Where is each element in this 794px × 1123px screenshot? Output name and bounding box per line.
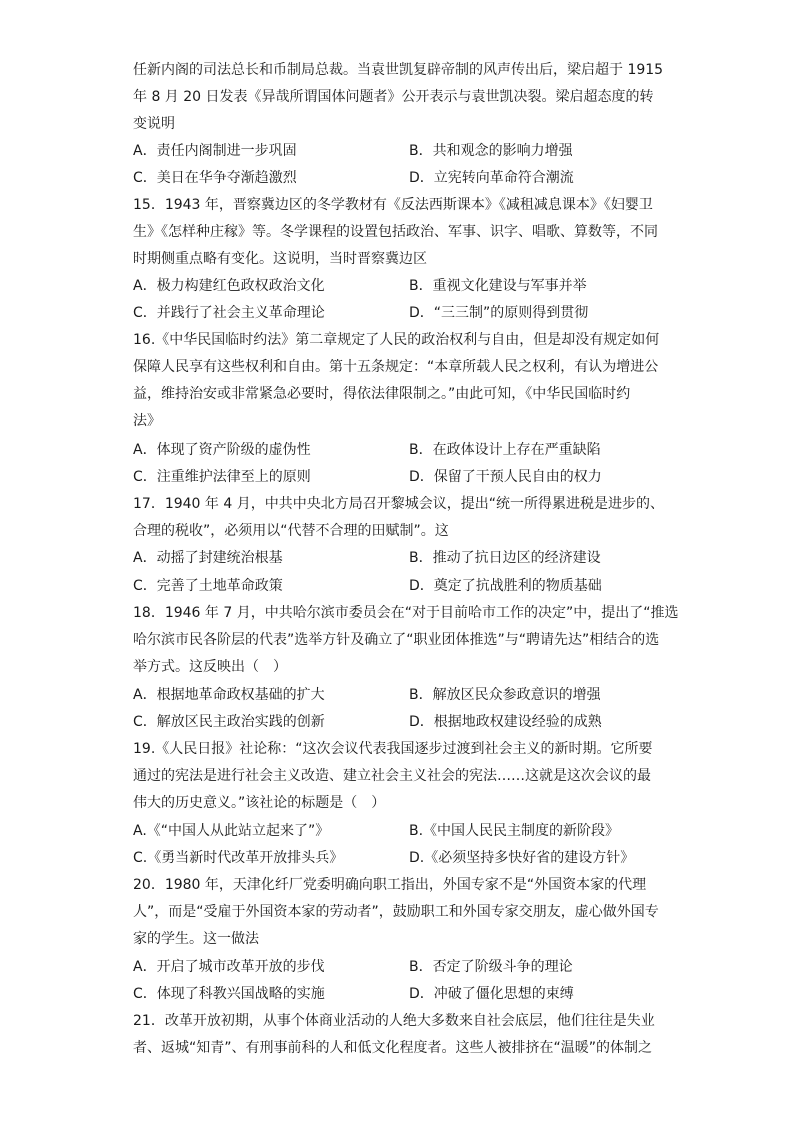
question-19-line: 19.《人民日报》社论称：“这次会议代表我国逐步过渡到社会主义的新时期。它所要 [133, 741, 653, 757]
option-b: B．解放区民众参政意识的增强 [409, 687, 601, 703]
question-17-line: 合理的税收”，必须用以“代替不合理的田赋制”。这 [133, 523, 449, 539]
question-15-line: 15．1943 年，晋察冀边区的冬学教材有《反法西斯课本》《减租减息课本》《妇婴卫 [133, 197, 653, 213]
option-b: B．在政体设计上存在严重缺陷 [409, 442, 601, 458]
option-a: A．责任内阁制进一步巩固 [133, 143, 297, 159]
question-20-line: 20．1980 年，天津化纤厂党委明确向职工指出，外国专家不是“外国资本家的代理 [133, 877, 647, 893]
question-18-line: 18．1946 年 7 月，中共哈尔滨市委员会在“对于目前哈市工作的决定”中，提出了“推选 [133, 605, 679, 621]
option-b: B．推动了抗日边区的经济建设 [409, 550, 601, 566]
option-a: A.《“中国人从此站立起来了”》 [133, 823, 330, 839]
option-b: B．否定了阶级斗争的理论 [409, 959, 573, 975]
option-d: D.《必须坚持多快好省的建设方针》 [409, 850, 635, 866]
question-18-line: 哈尔滨市民各阶层的代表”选举方针及确立了“职业团体推选”与“聘请先达”相结合的选 [133, 632, 660, 648]
option-a: A．极力构建红色政权政治文化 [133, 278, 325, 294]
option-d: D．根据地政权建设经验的成熟 [409, 714, 602, 730]
option-b: B.《中国人民民主制度的新阶段》 [409, 823, 620, 839]
option-c: C.《勇当新时代改革开放排头兵》 [133, 850, 344, 866]
option-a: A．动摇了封建统治根基 [133, 550, 283, 566]
option-d: D．“三三制”的原则得到贯彻 [409, 305, 589, 321]
option-c: C．解放区民主政治实践的创新 [133, 714, 325, 730]
question-19-line: 通过的宪法是进行社会主义改造、建立社会主义社会的宪法……这就是这次会议的最 [133, 768, 651, 784]
option-c: C．完善了土地革命政策 [133, 578, 283, 594]
question-15-line: 生》《怎样种庄稼》等。冬学课程的设置包括政治、军事、识字、唱歌、算数等，不同 [133, 224, 658, 240]
option-c: C．注重维护法律至上的原则 [133, 469, 311, 485]
option-d: D．立宪转向革命符合潮流 [409, 170, 574, 186]
option-b: B．重视文化建设与军事并举 [409, 278, 587, 294]
option-d: D．冲破了僵化思想的束缚 [409, 986, 574, 1002]
question-20-line: 人”，而是“受雇于外国资本家的劳动者”，鼓励职工和外国专家交朋友，虚心做外国专 [133, 904, 659, 920]
question-16-line: 法》 [133, 413, 161, 429]
question-16-line: 保障人民享有这些权利和自由。第十五条规定：“本章所载人民之权利，有认为增进公 [133, 359, 659, 375]
option-d: D．保留了干预人民自由的权力 [409, 469, 602, 485]
question-18-line: 举方式。这反映出（ ） [133, 659, 287, 675]
question-21-line: 21．改革开放初期，从事个体商业活动的人绝大多数来自社会底层，他们往往是失业 [133, 1013, 655, 1029]
option-c: C．美日在华争夺渐趋激烈 [133, 170, 297, 186]
question-text-line: 变说明 [133, 116, 175, 132]
option-d: D．奠定了抗战胜利的物质基础 [409, 578, 602, 594]
option-b: B．共和观念的影响力增强 [409, 143, 573, 159]
question-15-line: 时期侧重点略有变化。这说明，当时晋察冀边区 [133, 251, 427, 267]
option-a: A．开启了城市改革开放的步伐 [133, 959, 325, 975]
question-16-line: 16.《中华民国临时约法》第二章规定了人民的政治权利与自由，但是却没有规定如何 [133, 332, 660, 348]
option-c: C．并践行了社会主义革命理论 [133, 305, 325, 321]
question-20-line: 家的学生。这一做法 [133, 931, 259, 947]
question-21-line: 者、返城“知青”、有刑事前科的人和低文化程度者。这些人被排挤在“温暖”的体制之 [133, 1040, 653, 1056]
question-text-line: 任新内阁的司法总长和币制局总裁。当袁世凯复辟帝制的风声传出后，梁启超于 1915 [133, 62, 664, 78]
question-text-line: 年 8 月 20 日发表《异哉所谓国体问题者》公开表示与袁世凯决裂。梁启超态度的转 [133, 89, 654, 105]
question-17-line: 17．1940 年 4 月，中共中央北方局召开黎城会议，提出“统一所得累进税是进步的、 [133, 496, 664, 512]
question-16-line: 益，维持治安或非常紧急必要时，得依法律限制之。”由此可知，《中华民国临时约 [133, 386, 631, 402]
question-19-line: 伟大的历史意义。”该社论的标题是（ ） [133, 795, 386, 811]
option-a: A．根据地革命政权基础的扩大 [133, 687, 325, 703]
option-c: C．体现了科教兴国战略的实施 [133, 986, 325, 1002]
option-a: A．体现了资产阶级的虚伪性 [133, 442, 311, 458]
